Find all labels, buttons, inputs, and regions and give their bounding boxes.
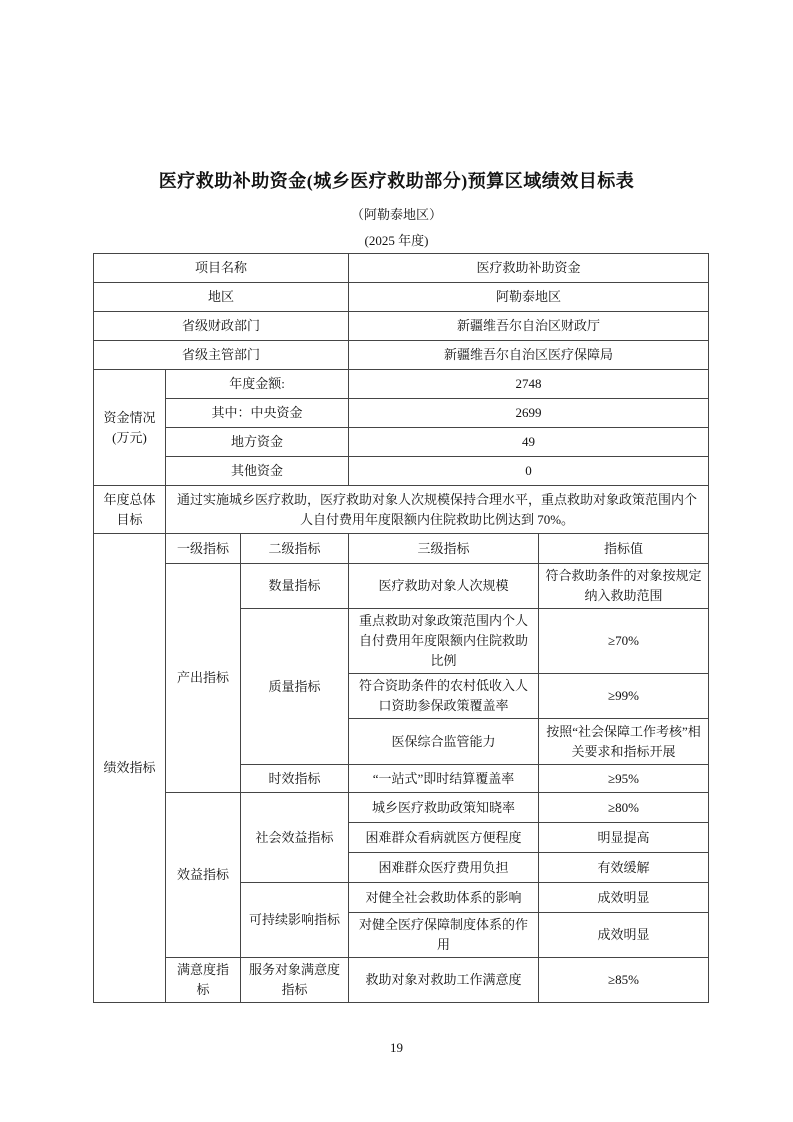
funding-row-label: 其中：中央资金	[166, 399, 349, 428]
funding-row-value: 2748	[349, 370, 709, 399]
table-row	[94, 254, 709, 283]
page-number: 19	[390, 1040, 403, 1055]
indicator-level2-cell: 数量指标	[241, 564, 349, 609]
indicator-level1-cell: 产出指标	[166, 564, 241, 793]
funding-row-value: 2699	[349, 399, 709, 428]
info-row-label: 省级主管部门	[94, 341, 349, 370]
table-row	[94, 958, 709, 1003]
indicator-level3-cell: 医疗救助对象人次规模	[349, 564, 539, 609]
indicator-header-level1: 一级指标	[166, 534, 241, 564]
indicator-value-cell: ≥99%	[539, 674, 709, 719]
indicator-section-label: 绩效指标	[94, 534, 166, 1003]
document-year: (2025 年度)	[364, 233, 429, 248]
indicator-level3-cell: 医保综合监管能力	[349, 719, 539, 765]
indicator-level3-cell: 困难群众医疗费用负担	[349, 853, 539, 883]
indicator-value-cell: ≥80%	[539, 793, 709, 823]
indicator-level2-cell: 质量指标	[241, 609, 349, 765]
table-row	[94, 564, 709, 609]
funding-row-label: 其他资金	[166, 457, 349, 486]
annual-goal-text: 通过实施城乡医疗救助，医疗救助对象人次规模保持合理水平，重点救助对象政策范围内个人自付费用年度限额内住院救助比例达到 70%。	[166, 486, 709, 534]
table-row	[94, 457, 709, 486]
indicator-level3-cell: 困难群众看病就医方便程度	[349, 823, 539, 853]
table-row	[94, 341, 709, 370]
indicator-level3-cell: 对健全社会救助体系的影响	[349, 883, 539, 913]
funding-row-label: 年度金额:	[166, 370, 349, 399]
indicator-level3-cell: 救助对象对救助工作满意度	[349, 958, 539, 1003]
info-row-value: 新疆维吾尔自治区医疗保障局	[349, 341, 709, 370]
info-row-value: 医疗救助补助资金	[349, 254, 709, 283]
table-row	[94, 793, 709, 823]
funding-section-label: 资金情况(万元)	[94, 370, 166, 486]
info-row-value: 新疆维吾尔自治区财政厅	[349, 312, 709, 341]
indicator-level2-cell: 服务对象满意度指标	[241, 958, 349, 1003]
indicator-value-cell: ≥70%	[539, 609, 709, 674]
funding-row-value: 49	[349, 428, 709, 457]
table-row	[94, 534, 709, 564]
indicator-level2-cell: 可持续影响指标	[241, 883, 349, 958]
indicator-level3-cell: 重点救助对象政策范围内个人自付费用年度限额内住院救助比例	[349, 609, 539, 674]
table-row	[94, 370, 709, 399]
indicator-value-cell: 成效明显	[539, 913, 709, 958]
indicator-level3-cell: 城乡医疗救助政策知晓率	[349, 793, 539, 823]
table-row	[94, 486, 709, 534]
indicator-level1-cell: 满意度指标	[166, 958, 241, 1003]
performance-target-table	[93, 253, 709, 1003]
indicator-level1-cell: 效益指标	[166, 793, 241, 958]
indicator-header-level2: 二级指标	[241, 534, 349, 564]
funding-row-value: 0	[349, 457, 709, 486]
indicator-level3-cell: 符合资助条件的农村低收入人口资助参保政策覆盖率	[349, 674, 539, 719]
indicator-value-cell: 明显提高	[539, 823, 709, 853]
indicator-value-cell: 符合救助条件的对象按规定纳入救助范围	[539, 564, 709, 609]
indicator-value-cell: 有效缓解	[539, 853, 709, 883]
indicator-value-cell: 成效明显	[539, 883, 709, 913]
document-subtitle-region: （阿勒泰地区）	[350, 207, 442, 222]
indicator-value-cell: 按照“社会保障工作考核”相关要求和指标开展	[539, 719, 709, 765]
indicator-value-cell: ≥95%	[539, 765, 709, 793]
info-row-value: 阿勒泰地区	[349, 283, 709, 312]
indicator-level3-cell: “一站式”即时结算覆盖率	[349, 765, 539, 793]
indicator-header-value: 指标值	[539, 534, 709, 564]
indicator-header-level3: 三级指标	[349, 534, 539, 564]
annual-goal-label: 年度总体目标	[94, 486, 166, 534]
table-row	[94, 283, 709, 312]
info-row-label: 项目名称	[94, 254, 349, 283]
info-row-label: 地区	[94, 283, 349, 312]
funding-row-label: 地方资金	[166, 428, 349, 457]
indicator-level2-cell: 社会效益指标	[241, 793, 349, 883]
table-row	[94, 312, 709, 341]
indicator-level2-cell: 时效指标	[241, 765, 349, 793]
table-row	[94, 428, 709, 457]
indicator-level3-cell: 对健全医疗保障制度体系的作用	[349, 913, 539, 958]
info-row-label: 省级财政部门	[94, 312, 349, 341]
document-title: 医疗救助补助资金(城乡医疗救助部分)预算区域绩效目标表	[158, 171, 635, 191]
table-row	[94, 399, 709, 428]
indicator-value-cell: ≥85%	[539, 958, 709, 1003]
